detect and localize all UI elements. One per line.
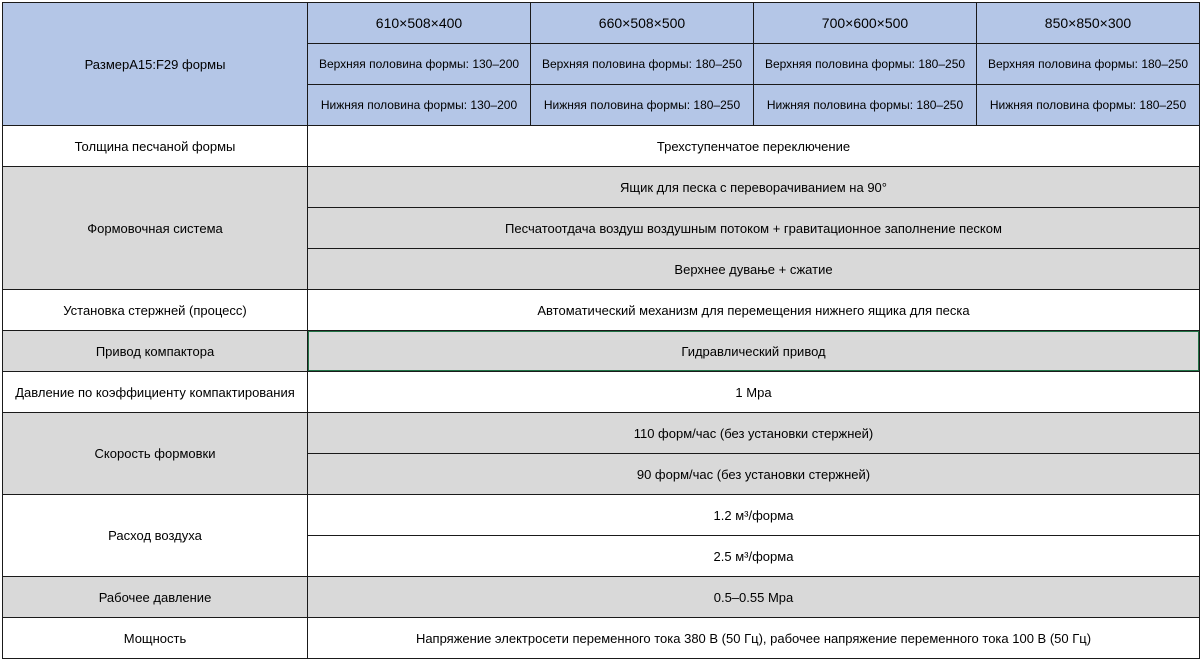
table-row-power: [3, 618, 1200, 659]
value-cell[interactable]: Верхнее дување + сжатие: [308, 249, 1200, 290]
value-cell[interactable]: 110 форм/час (без установки стержней): [308, 413, 1200, 454]
value-cell[interactable]: 1 Mpa: [308, 372, 1200, 413]
selected-value-cell[interactable]: Гидравлический привод: [308, 331, 1200, 372]
upper-half-cell[interactable]: Верхняя половина формы: 180–250: [531, 44, 754, 85]
table-row-thickness: [3, 126, 1200, 167]
lower-half-cell[interactable]: Нижняя половина формы: 130–200: [308, 85, 531, 126]
table-row-compactor-drive: [3, 331, 1200, 372]
label-cell[interactable]: Рабочее давление: [3, 577, 308, 618]
label-cell[interactable]: Привод компактора: [3, 331, 308, 372]
value-cell[interactable]: Напряжение электросети переменного тока 380 В (50 Гц), рабочее напряжение переменного тока 100 В (50 Гц): [308, 618, 1200, 659]
upper-half-cell[interactable]: Верхняя половина формы: 180–250: [754, 44, 977, 85]
lower-half-cell[interactable]: Нижняя половина формы: 180–250: [977, 85, 1200, 126]
value-cell[interactable]: 0.5–0.55 Mpa: [308, 577, 1200, 618]
lower-half-cell[interactable]: Нижняя половина формы: 180–250: [754, 85, 977, 126]
table-row-molding-system: [3, 167, 1200, 208]
size-cell[interactable]: 660×508×500: [531, 3, 754, 44]
size-header-cell[interactable]: РазмерA15:F29 формы: [3, 3, 308, 126]
size-cell[interactable]: 850×850×300: [977, 3, 1200, 44]
lower-half-cell[interactable]: Нижняя половина формы: 180–250: [531, 85, 754, 126]
label-cell[interactable]: Мощность: [3, 618, 308, 659]
label-cell[interactable]: Формовочная система: [3, 167, 308, 290]
value-cell[interactable]: Песчатоотдача воздуш воздушным потоком + гравитационное заполнение песком: [308, 208, 1200, 249]
value-cell[interactable]: Автоматический механизм для перемещения нижнего ящика для песка: [308, 290, 1200, 331]
header-row-sizes: [3, 3, 1200, 44]
size-cell[interactable]: 700×600×500: [754, 3, 977, 44]
table-row-molding-speed: [3, 413, 1200, 454]
table-row-core-setting: [3, 290, 1200, 331]
label-cell[interactable]: Расход воздуха: [3, 495, 308, 577]
upper-half-cell[interactable]: Верхняя половина формы: 180–250: [977, 44, 1200, 85]
value-cell[interactable]: 90 форм/час (без установки стержней): [308, 454, 1200, 495]
label-cell[interactable]: Давление по коэффициенту компактирования: [3, 372, 308, 413]
label-cell[interactable]: Скорость формовки: [3, 413, 308, 495]
table-row-working-pressure: [3, 577, 1200, 618]
label-cell[interactable]: Установка стержней (процесс): [3, 290, 308, 331]
table-row-air-consumption: [3, 495, 1200, 536]
table-row-compaction-pressure: [3, 372, 1200, 413]
spec-table: [2, 2, 1200, 659]
value-cell[interactable]: Трехступенчатое переключение: [308, 126, 1200, 167]
upper-half-cell[interactable]: Верхняя половина формы: 130–200: [308, 44, 531, 85]
value-cell[interactable]: 1.2 м³/форма: [308, 495, 1200, 536]
label-cell[interactable]: Толщина песчаной формы: [3, 126, 308, 167]
size-cell[interactable]: 610×508×400: [308, 3, 531, 44]
value-cell[interactable]: 2.5 м³/форма: [308, 536, 1200, 577]
value-cell[interactable]: Ящик для песка с переворачиванием на 90°: [308, 167, 1200, 208]
